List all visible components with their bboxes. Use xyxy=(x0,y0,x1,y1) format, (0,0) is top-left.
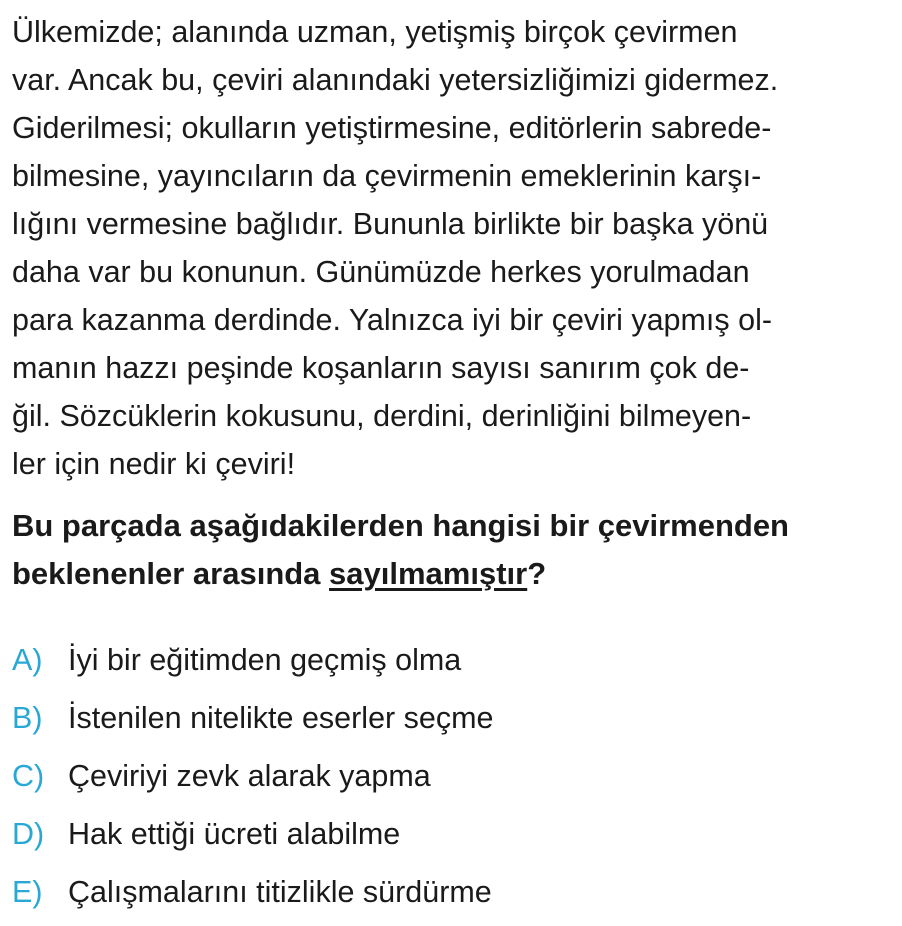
passage-line: ğil. Sözcüklerin kokusunu, derdini, derinliğini bilmeyen- xyxy=(12,399,752,433)
option-c[interactable] xyxy=(12,752,892,810)
question-line-1: Bu parçada aşağıdakilerden hangisi bir çevirmenden xyxy=(12,508,789,543)
question-line-2 xyxy=(12,550,892,598)
option-letter: A) xyxy=(12,643,43,677)
option-letter: C) xyxy=(12,759,45,793)
option-text: İstenilen nitelikte eserler seçme xyxy=(68,701,494,735)
passage-line: para kazanma derdinde. Yalnızca iyi bir çeviri yapmış ol- xyxy=(12,303,773,337)
option-text: Hak ettiği ücreti alabilme xyxy=(68,817,401,851)
option-b[interactable] xyxy=(12,694,892,752)
option-text: Çeviriyi zevk alarak yapma xyxy=(68,759,431,793)
option-letter: E) xyxy=(12,875,43,909)
passage-line: daha var bu konunun. Günümüzde herkes yorulmadan xyxy=(12,255,750,289)
option-e[interactable] xyxy=(12,868,892,926)
question-prefix: beklenenler arasında xyxy=(12,556,330,591)
option-d[interactable] xyxy=(12,810,892,868)
option-a[interactable] xyxy=(12,636,892,694)
passage-line: lığını vermesine bağlıdır. Bununla birlikte bir başka yönü xyxy=(12,207,769,241)
passage-line: Ülkemizde; alanında uzman, yetişmiş birçok çevirmen xyxy=(12,15,738,49)
option-letter: B) xyxy=(12,701,43,735)
question-stem xyxy=(12,502,892,598)
option-letter: D) xyxy=(12,817,45,851)
question-underlined-word: sayılmamıştır xyxy=(329,556,528,591)
passage-line: bilmesine, yayıncıların da çevirmenin emeklerinin karşı- xyxy=(12,159,762,193)
option-text: Çalışmalarını titizlikle sürdürme xyxy=(68,875,492,909)
passage-line: var. Ancak bu, çeviri alanındaki yetersizliğimizi gidermez. xyxy=(12,63,779,97)
question-mark: ? xyxy=(527,556,547,591)
passage xyxy=(12,8,892,488)
passage-line: manın hazzı peşinde koşanların sayısı sanırım çok de- xyxy=(12,351,750,385)
option-text: İyi bir eğitimden geçmiş olma xyxy=(68,643,462,677)
passage-line: ler için nedir ki çeviri! xyxy=(12,447,296,481)
answer-options xyxy=(12,636,892,926)
passage-line: Giderilmesi; okulların yetiştirmesine, editörlerin sabrede- xyxy=(12,111,772,145)
